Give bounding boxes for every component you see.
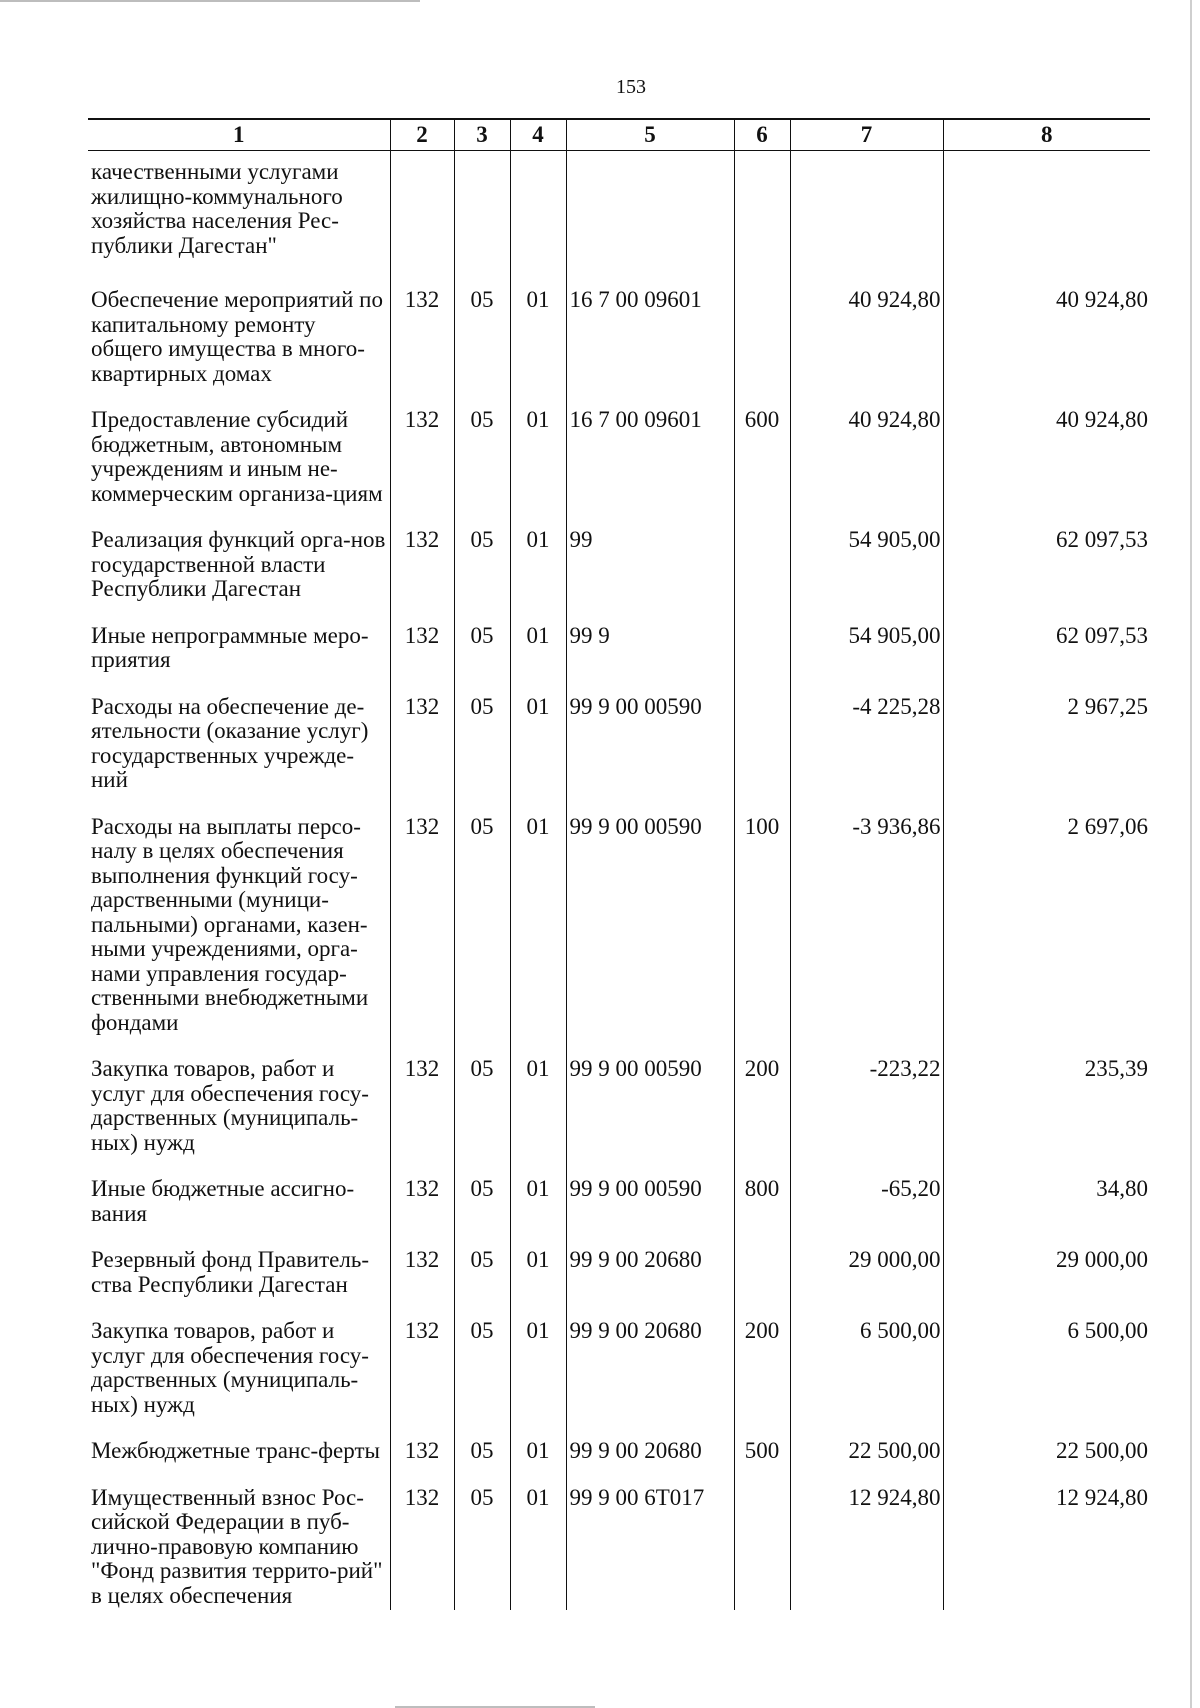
- header-col-5: 5: [566, 119, 734, 151]
- cell-col-3: 05: [454, 1431, 510, 1478]
- cell-col-6: 100: [734, 807, 790, 1050]
- cell-col-5: 99 9 00 20680: [566, 1240, 734, 1311]
- row-description: Реализация функций орга-нов государственной власти Республики Дагестан: [91, 527, 386, 601]
- cell-col-3: 05: [454, 1478, 510, 1611]
- cell-col-4: 01: [510, 1049, 566, 1169]
- table-body: [88, 151, 1150, 1611]
- cell-col-3: 05: [454, 687, 510, 807]
- cell-col-4: 01: [510, 520, 566, 616]
- table-row: [88, 1049, 1150, 1169]
- cell-col-5: 16 7 00 09601: [566, 280, 734, 400]
- cell-col-8: 29 000,00: [943, 1240, 1150, 1311]
- table-row: [88, 520, 1150, 616]
- cell-col-6: 200: [734, 1311, 790, 1431]
- header-col-2: 2: [390, 119, 454, 151]
- cell-col-3: [454, 151, 510, 281]
- cell-col-3: 05: [454, 280, 510, 400]
- cell-col-8: 22 500,00: [943, 1431, 1150, 1478]
- cell-col-6: [734, 520, 790, 616]
- cell-col-7: -223,22: [790, 1049, 943, 1169]
- cell-col-4: 01: [510, 616, 566, 687]
- row-description: Иные бюджетные ассигно-вания: [91, 1176, 355, 1226]
- cell-col-4: 01: [510, 687, 566, 807]
- cell-col-5: 99 9 00 20680: [566, 1311, 734, 1431]
- cell-col-5: [566, 151, 734, 281]
- cell-col-5: 99 9 00 00590: [566, 1169, 734, 1240]
- cell-col-2: 132: [390, 807, 454, 1050]
- table-row: [88, 687, 1150, 807]
- cell-col-7: 6 500,00: [790, 1311, 943, 1431]
- cell-col-6: [734, 280, 790, 400]
- row-description: Межбюджетные транс-ферты: [91, 1438, 380, 1463]
- cell-col-5: 99 9 00 00590: [566, 1049, 734, 1169]
- cell-col-2: [390, 151, 454, 281]
- cell-col-3: 05: [454, 520, 510, 616]
- cell-col-8: 62 097,53: [943, 520, 1150, 616]
- budget-table: [88, 118, 1150, 1610]
- cell-col-4: 01: [510, 1478, 566, 1611]
- row-description: Предоставление субсидий бюджетным, автономным учреждениям и иным не-коммерческим организа-циям: [91, 407, 383, 506]
- cell-col-7: 22 500,00: [790, 1431, 943, 1478]
- cell-col-2: 132: [390, 280, 454, 400]
- cell-col-3: 05: [454, 616, 510, 687]
- cell-col-2: 132: [390, 1311, 454, 1431]
- cell-col-2: 132: [390, 1431, 454, 1478]
- scan-edge-right: [1190, 0, 1192, 1708]
- cell-col-7: -65,20: [790, 1169, 943, 1240]
- table-header: [88, 119, 1150, 151]
- cell-col-8: 2 697,06: [943, 807, 1150, 1050]
- cell-col-8: [943, 151, 1150, 281]
- cell-col-8: 12 924,80: [943, 1478, 1150, 1611]
- cell-col-7: 29 000,00: [790, 1240, 943, 1311]
- header-col-8: 8: [943, 119, 1150, 151]
- cell-col-6: [734, 616, 790, 687]
- cell-col-2: 132: [390, 616, 454, 687]
- row-description: Расходы на выплаты персо-налу в целях обеспечения выполнения функций госу-дарственными (муници-пальными) органами, казен-ными учреждениями, орга-нами управления государ-ственными внебюджетными фондами: [91, 813, 369, 1035]
- cell-col-2: 132: [390, 520, 454, 616]
- cell-col-5: 99 9: [566, 616, 734, 687]
- table-row: [88, 1240, 1150, 1311]
- cell-col-4: 01: [510, 1311, 566, 1431]
- row-description: Расходы на обеспечение де-ятельности (оказание услуг) государственных учрежде-ний: [91, 693, 369, 792]
- scan-edge-top: [0, 0, 420, 2]
- cell-col-4: 01: [510, 1240, 566, 1311]
- cell-col-6: 200: [734, 1049, 790, 1169]
- cell-col-7: 12 924,80: [790, 1478, 943, 1611]
- table-row: [88, 1311, 1150, 1431]
- row-description: Закупка товаров, работ и услуг для обеспечения госу-дарственных (муниципаль-ных) нужд: [91, 1318, 369, 1417]
- header-row: [88, 119, 1150, 151]
- table-row: [88, 807, 1150, 1050]
- cell-col-3: 05: [454, 1169, 510, 1240]
- cell-col-2: 132: [390, 1478, 454, 1611]
- cell-col-8: 2 967,25: [943, 687, 1150, 807]
- row-description: Обеспечение мероприятий по капитальному ремонту общего имущества в много-квартирных домах: [91, 287, 383, 386]
- cell-col-4: 01: [510, 1431, 566, 1478]
- row-description: Резервный фонд Правитель-ства Республики Дагестан: [91, 1247, 369, 1297]
- cell-col-6: [734, 1240, 790, 1311]
- cell-col-5: 99: [566, 520, 734, 616]
- table-row: [88, 280, 1150, 400]
- row-description: Имущественный взнос Рос-сийской Федерации в пуб-лично-правовую компанию "Фонд развития террито-рий" в целях обеспечения: [91, 1484, 383, 1608]
- cell-col-7: 40 924,80: [790, 400, 943, 520]
- cell-col-6: 800: [734, 1169, 790, 1240]
- cell-col-6: 500: [734, 1431, 790, 1478]
- row-description: Закупка товаров, работ и услуг для обеспечения госу-дарственных (муниципаль-ных) нужд: [91, 1056, 369, 1155]
- cell-col-3: 05: [454, 1311, 510, 1431]
- cell-col-5: 16 7 00 09601: [566, 400, 734, 520]
- cell-col-7: -3 936,86: [790, 807, 943, 1050]
- header-col-6: 6: [734, 119, 790, 151]
- table-row: [88, 1431, 1150, 1478]
- cell-col-8: 6 500,00: [943, 1311, 1150, 1431]
- cell-col-5: 99 9 00 6Т017: [566, 1478, 734, 1611]
- table-row: [88, 616, 1150, 687]
- table-row: [88, 1478, 1150, 1611]
- cell-col-7: 40 924,80: [790, 280, 943, 400]
- row-description: Иные непрограммные меро-приятия: [91, 622, 369, 672]
- row-description: качественными услугами жилищно-коммунального хозяйства населения Рес-публики Дагестан": [91, 159, 343, 258]
- cell-col-7: 54 905,00: [790, 520, 943, 616]
- cell-col-8: 62 097,53: [943, 616, 1150, 687]
- cell-col-3: 05: [454, 400, 510, 520]
- table-row: [88, 1169, 1150, 1240]
- cell-col-3: 05: [454, 1240, 510, 1311]
- cell-col-5: 99 9 00 00590: [566, 687, 734, 807]
- header-col-1: 1: [88, 119, 390, 151]
- page-number: 153: [616, 76, 646, 98]
- cell-col-6: [734, 687, 790, 807]
- cell-col-7: 54 905,00: [790, 616, 943, 687]
- cell-col-5: 99 9 00 20680: [566, 1431, 734, 1478]
- header-col-3: 3: [454, 119, 510, 151]
- cell-col-2: 132: [390, 1169, 454, 1240]
- cell-col-6: [734, 1478, 790, 1611]
- cell-col-4: 01: [510, 807, 566, 1050]
- cell-col-5: 99 9 00 00590: [566, 807, 734, 1050]
- cell-col-3: 05: [454, 807, 510, 1050]
- cell-col-2: 132: [390, 1240, 454, 1311]
- table-row: [88, 151, 1150, 281]
- cell-col-4: 01: [510, 1169, 566, 1240]
- header-col-4: 4: [510, 119, 566, 151]
- cell-col-4: 01: [510, 400, 566, 520]
- cell-col-6: 600: [734, 400, 790, 520]
- cell-col-8: 40 924,80: [943, 280, 1150, 400]
- cell-col-2: 132: [390, 1049, 454, 1169]
- cell-col-2: 132: [390, 400, 454, 520]
- cell-col-7: [790, 151, 943, 281]
- cell-col-4: [510, 151, 566, 281]
- cell-col-3: 05: [454, 1049, 510, 1169]
- cell-col-8: 34,80: [943, 1169, 1150, 1240]
- cell-col-6: [734, 151, 790, 281]
- header-col-7: 7: [790, 119, 943, 151]
- cell-col-4: 01: [510, 280, 566, 400]
- cell-col-8: 40 924,80: [943, 400, 1150, 520]
- cell-col-7: -4 225,28: [790, 687, 943, 807]
- table-row: [88, 400, 1150, 520]
- cell-col-2: 132: [390, 687, 454, 807]
- cell-col-8: 235,39: [943, 1049, 1150, 1169]
